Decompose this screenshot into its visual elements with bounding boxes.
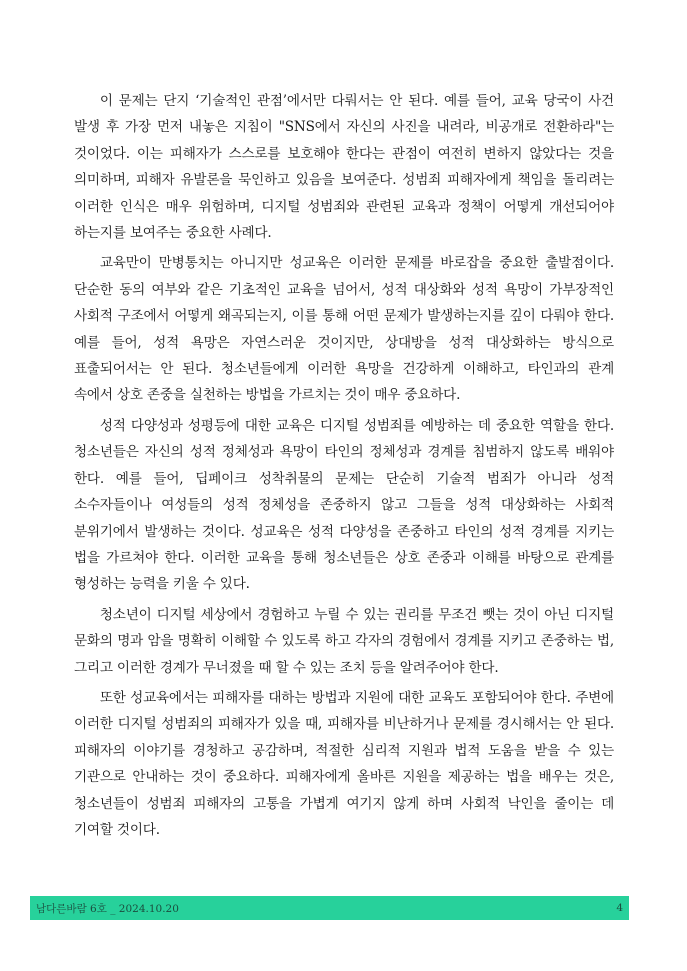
article-body	[74, 88, 614, 847]
page-footer	[30, 896, 629, 920]
paragraph-3: 성적 다양성과 성평등에 대한 교육은 디지털 성범죄를 예방하는 데 중요한 역할을 한다. 청소년들은 자신의 성적 정체성과 욕망이 타인의 정체성과 경계를 침범하지 않도록 배워야 한다. 예를 들어, 딥페이크 성착취물의 문제는 단순히 기술적 범죄가 아니라 성적 소수자들이나 여성들의 성적 정체성을 존중하지 않고 그들을 성적 대상화하는 사회적 분위기에서 발생하는 것이다. 성교육은 성적 다양성을 존중하고 타인의 성적 경계를 지키는 법을 가르쳐야 한다. 이러한 교육을 통해 청소년들은 상호 존중과 이해를 바탕으로 관계를 형성하는 능력을 키울 수 있다.	[74, 417, 614, 593]
paragraph-5: 또한 성교육에서는 피해자를 대하는 방법과 지원에 대한 교육도 포함되어야 한다. 주변에 이러한 디지털 성범죄의 피해자가 있을 때, 피해자를 비난하거나 문제를 경시해서는 안 된다. 피해자의 이야기를 경청하고 공감하며, 적절한 심리적 지원과 법적 도움을 받을 수 있는 기관으로 안내하는 것이 중요하다. 피해자에게 올바른 지원을 제공하는 법을 배우는 것은, 청소년들이 성범죄 피해자의 고통을 가볍게 여기지 않게 하며 사회적 낙인을 줄이는 데 기여할 것이다.	[74, 689, 614, 838]
footer-page-number: 4	[616, 902, 623, 914]
paragraph-1: 이 문제는 단지 ‘기술적인 관점’에서만 다뤄서는 안 된다. 예를 들어, 교육 당국이 사건 발생 후 가장 먼저 내놓은 지침이 "SNS에서 자신의 사진을 내려라, 비공개로 전환하라"는 것이었다. 이는 피해자가 스스로를 보호해야 한다는 관점이 여전히 변하지 않았다는 것을 의미하며, 피해자 유발론을 묵인하고 있음을 보여준다. 성범죄 피해자에게 책임을 돌리려는 이러한 인식은 매우 위험하며, 디지털 성범죄와 관련된 교육과 정책이 어떻게 개선되어야 하는지를 보여주는 중요한 사례다.	[74, 93, 614, 242]
paragraph-2: 교육만이 만병통치는 아니지만 성교육은 이러한 문제를 바로잡을 중요한 출발점이다. 단순한 동의 여부와 같은 기초적인 교육을 넘어서, 성적 대상화와 성적 욕망이 가부장적인 사회적 구조에서 어떻게 왜곡되는지, 이를 통해 어떤 문제가 발생하는지를 깊이 다뤄야 한다. 예를 들어, 성적 욕망은 자연스러운 것이지만, 상대방을 성적 대상화하는 방식으로 표출되어서는 안 된다. 청소년들에게 이러한 욕망을 건강하게 이해하고, 타인과의 관계 속에서 상호 존중을 실천하는 방법을 가르치는 것이 매우 중요하다.	[74, 255, 614, 404]
footer-publication: 남다른바람 6호 _ 2024.10.20	[36, 902, 179, 915]
paragraph-4: 청소년이 디지털 세상에서 경험하고 누릴 수 있는 권리를 무조건 뺏는 것이 아닌 디지털 문화의 명과 암을 명확히 이해할 수 있도록 하고 각자의 경험에서 경계를 지키고 존중하는 법, 그리고 이러한 경계가 무너졌을 때 할 수 있는 조치 등을 알려주어야 한다.	[74, 606, 614, 676]
